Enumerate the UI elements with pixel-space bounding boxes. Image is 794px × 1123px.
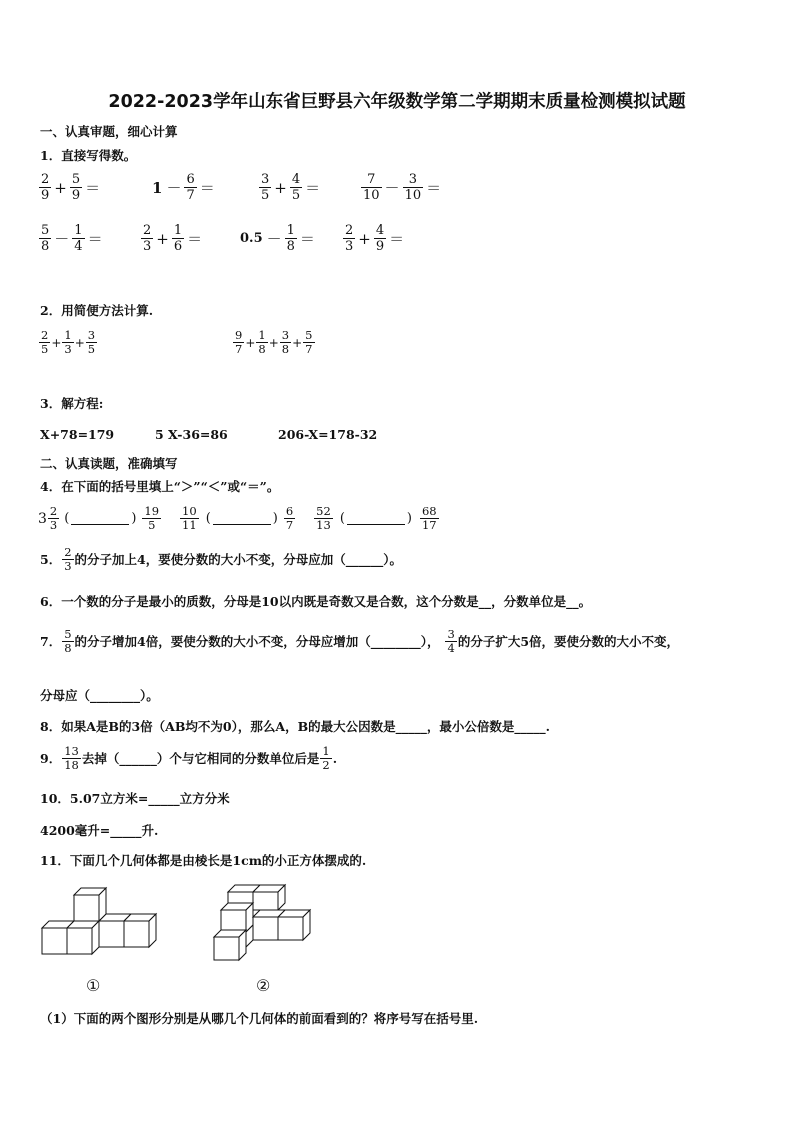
frac-den: 10 [363,188,380,203]
operator: － [384,179,400,197]
frac-num: 5 [41,223,50,238]
q2-expression-1: $\frac{2}{5}$ + $\frac{1}{3}$ + $\frac{3}{5}$ [41,328,96,356]
equals: ＝ [426,179,442,197]
equals: ＝ [199,179,215,197]
operator: － [54,230,70,248]
q1-label: 1．直接写得数。 [40,148,137,163]
frac-den: 5 [261,188,270,203]
q1-item-7 [238,223,317,254]
frac-num: 1 [173,223,183,238]
q1-item-2 [150,172,217,203]
q3-equation-3: 206-X=178-32 [278,427,378,442]
frac-num: 1 [286,223,295,238]
q1-item-6 [140,223,204,254]
q7-line-2: 分母应（________）。 [40,688,159,703]
operator: + [358,229,371,248]
frac-den: 7 [186,188,195,203]
operand: 1 [152,178,163,197]
equals: ＝ [305,179,321,197]
operator: － [266,230,282,248]
frac-den: 3 [143,239,152,254]
frac-den: 9 [375,239,385,254]
cube-figure-1 [38,880,168,960]
section-heading-2: 二、认真读题，准确填写 [40,456,178,471]
frac-num: 6 [186,172,195,187]
equals: ＝ [299,230,315,248]
q2-expression-2: $\frac{9}{7}$ + $\frac{1}{8}$ + $\frac{3}{8}$ + $\frac{5}{7}$ [235,328,313,356]
frac-num: 2 [143,223,152,238]
q5: 5． $\frac{2}{3}$ 的分子加上4，要使分数的大小不变，分母应加（______）。 [40,545,402,573]
equals: ＝ [187,230,203,248]
q10-line-2: 4200毫升=_____升. [40,823,159,838]
frac-den: 3 [345,239,354,254]
section-heading-1: 一、认真审题，细心计算 [40,124,178,139]
frac-den: 5 [291,188,301,203]
frac-num: 4 [375,223,385,238]
q1-item-1 [38,172,102,203]
answer-blank[interactable] [347,512,405,525]
operator: + [274,178,287,197]
equals: ＝ [87,230,103,248]
q8: 8．如果A是B的3倍（AB均不为0），那么A，B的最大公因数是_____，最小公倍数是_____. [40,719,550,734]
frac-num: 3 [261,172,270,187]
figure-2-label: ② [256,976,271,995]
q6: 6．一个数的分子是最小的质数，分母是10以内既是奇数又是合数，这个分数是__，分数单位是__。 [40,594,592,609]
q1-item-3 [258,172,322,203]
q9: 9． $\frac{13}{18}$ 去掉（______）个与它相同的分数单位后是 $\frac{1}{2}$ . [40,744,338,772]
q3-label: 3．解方程: [40,396,104,411]
frac-num: 2 [345,223,354,238]
equals: ＝ [389,230,405,248]
answer-blank[interactable] [71,512,129,525]
answer-blank[interactable] [213,512,271,525]
frac-den: 4 [74,239,83,254]
frac-den: 9 [41,188,50,203]
equals: ＝ [85,179,101,197]
operator: － [166,179,182,197]
page-title: 2022-2023学年山东省巨野县六年级数学第二学期期末质量检测模拟试题 [108,92,686,112]
q3-equation-1: X+78=179 [40,427,115,442]
operator: + [54,178,67,197]
q4-label: 4．在下面的括号里填上“＞”“＜”或“＝”。 [40,479,280,494]
frac-num: 2 [41,172,50,187]
frac-num: 5 [71,172,81,187]
frac-num: 7 [361,172,382,188]
frac-den: 8 [286,239,295,254]
frac-den: 10 [404,188,422,203]
q1-item-4 [360,172,443,203]
q1-item-8 [342,223,406,254]
operand: 0.5 [240,231,263,246]
frac-den: 6 [173,239,183,254]
q1-item-5 [38,223,105,254]
q11-label: 11．下面几个几何体都是由棱长是1cm的小正方体摆成的. [40,853,367,868]
q4-comparisons: 3 $\frac{2}{3}$ ( ) $\frac{19}{5}$ $\frac{10}{11}$ ( ) $\frac{6}{7}$ $\frac{52}{13}$ ( ) $\frac{68}{17}$ [38,504,437,532]
q10-line-1: 10．5.07立方米=_____立方分米 [40,791,230,806]
frac-den: 8 [41,239,50,254]
operator: + [156,229,169,248]
figure-1-label: ① [86,976,101,995]
frac-den: 9 [71,188,81,203]
frac-num: 1 [74,223,83,238]
q2-label: 2．用简便方法计算. [40,303,154,318]
cube-figure-2 [210,880,320,966]
frac-num: 4 [291,172,301,187]
frac-num: 3 [403,172,424,188]
q7-line-1: 7． $\frac{5}{8}$ 的分子增加4倍，要使分数的大小不变，分母应增加（________）， $\frac{3}{4}$ 的分子扩大5倍，要使分数的大小不变， [40,627,680,655]
q11-sub-1: （1）下面的两个图形分别是从哪几个几何体的前面看到的？将序号写在括号里. [40,1011,479,1026]
q3-equation-2: 5 X-36=86 [155,427,228,442]
